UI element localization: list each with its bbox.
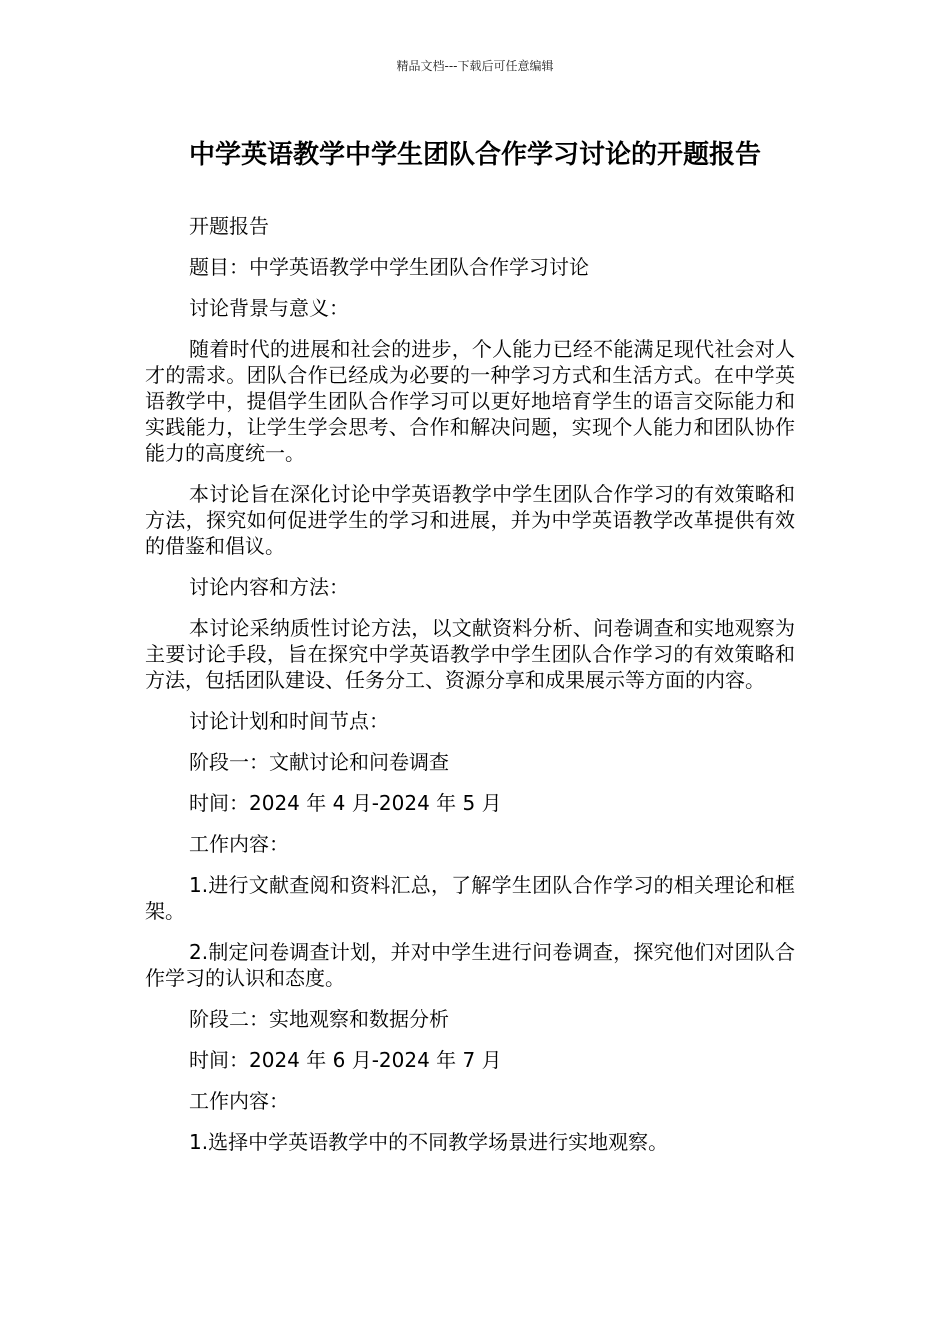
phase-one-task-1: 1.进行文献查阅和资料汇总，了解学生团队合作学习的相关理论和框架。 bbox=[145, 873, 795, 923]
page-header-note: 精品文档---下载后可任意编辑 bbox=[396, 59, 554, 73]
paragraph-background-1: 随着时代的进展和社会的进步，个人能力已经不能满足现代社会对人才的需求。团队合作已经成为必要的一种学习方式和生活方式。在中学英语教学中，提倡学生团队合作学习可以更好地培育学生的语言交际能力和实践能力，让学生学会思考、合作和解决问题，实现个人能力和团队协作能力的高度统一。 bbox=[145, 337, 795, 465]
paragraph-background-2: 本讨论旨在深化讨论中学英语教学中学生团队合作学习的有效策略和方法，探究如何促进学生的学习和进展，并为中学英语教学改革提供有效的借鉴和倡议。 bbox=[145, 482, 795, 558]
heading-background: 讨论背景与意义： bbox=[189, 296, 349, 320]
phase-one-work-label: 工作内容： bbox=[189, 832, 289, 856]
paragraph-report-label: 开题报告 bbox=[189, 214, 269, 238]
document-body bbox=[145, 213, 795, 1170]
phase-one-task-2: 2.制定问卷调查计划，并对中学生进行问卷调查，探究他们对团队合作学习的认识和态度。 bbox=[145, 940, 795, 990]
phase-two-time: 时间：2024 年 6 月-2024 年 7 月 bbox=[189, 1048, 502, 1072]
phase-two-title: 阶段二：实地观察和数据分析 bbox=[189, 1007, 449, 1031]
heading-plan-timeline: 讨论计划和时间节点： bbox=[189, 709, 389, 733]
heading-content-method: 讨论内容和方法： bbox=[189, 575, 349, 599]
paragraph-method: 本讨论采纳质性讨论方法，以文献资料分析、问卷调查和实地观察为主要讨论手段，旨在探究中学英语教学中学生团队合作学习的有效策略和方法，包括团队建设、任务分工、资源分享和成果展示等方面的内容。 bbox=[145, 616, 795, 692]
phase-one-time: 时间：2024 年 4 月-2024 年 5 月 bbox=[189, 791, 502, 815]
document-title: 中学英语教学中学生团队合作学习讨论的开题报告 bbox=[188, 140, 761, 170]
phase-two-task-1: 1.选择中学英语教学中的不同教学场景进行实地观察。 bbox=[189, 1130, 669, 1154]
phase-two-work-label: 工作内容： bbox=[189, 1089, 289, 1113]
phase-one-title: 阶段一：文献讨论和问卷调查 bbox=[189, 750, 449, 774]
paragraph-topic: 题目：中学英语教学中学生团队合作学习讨论 bbox=[189, 255, 589, 279]
